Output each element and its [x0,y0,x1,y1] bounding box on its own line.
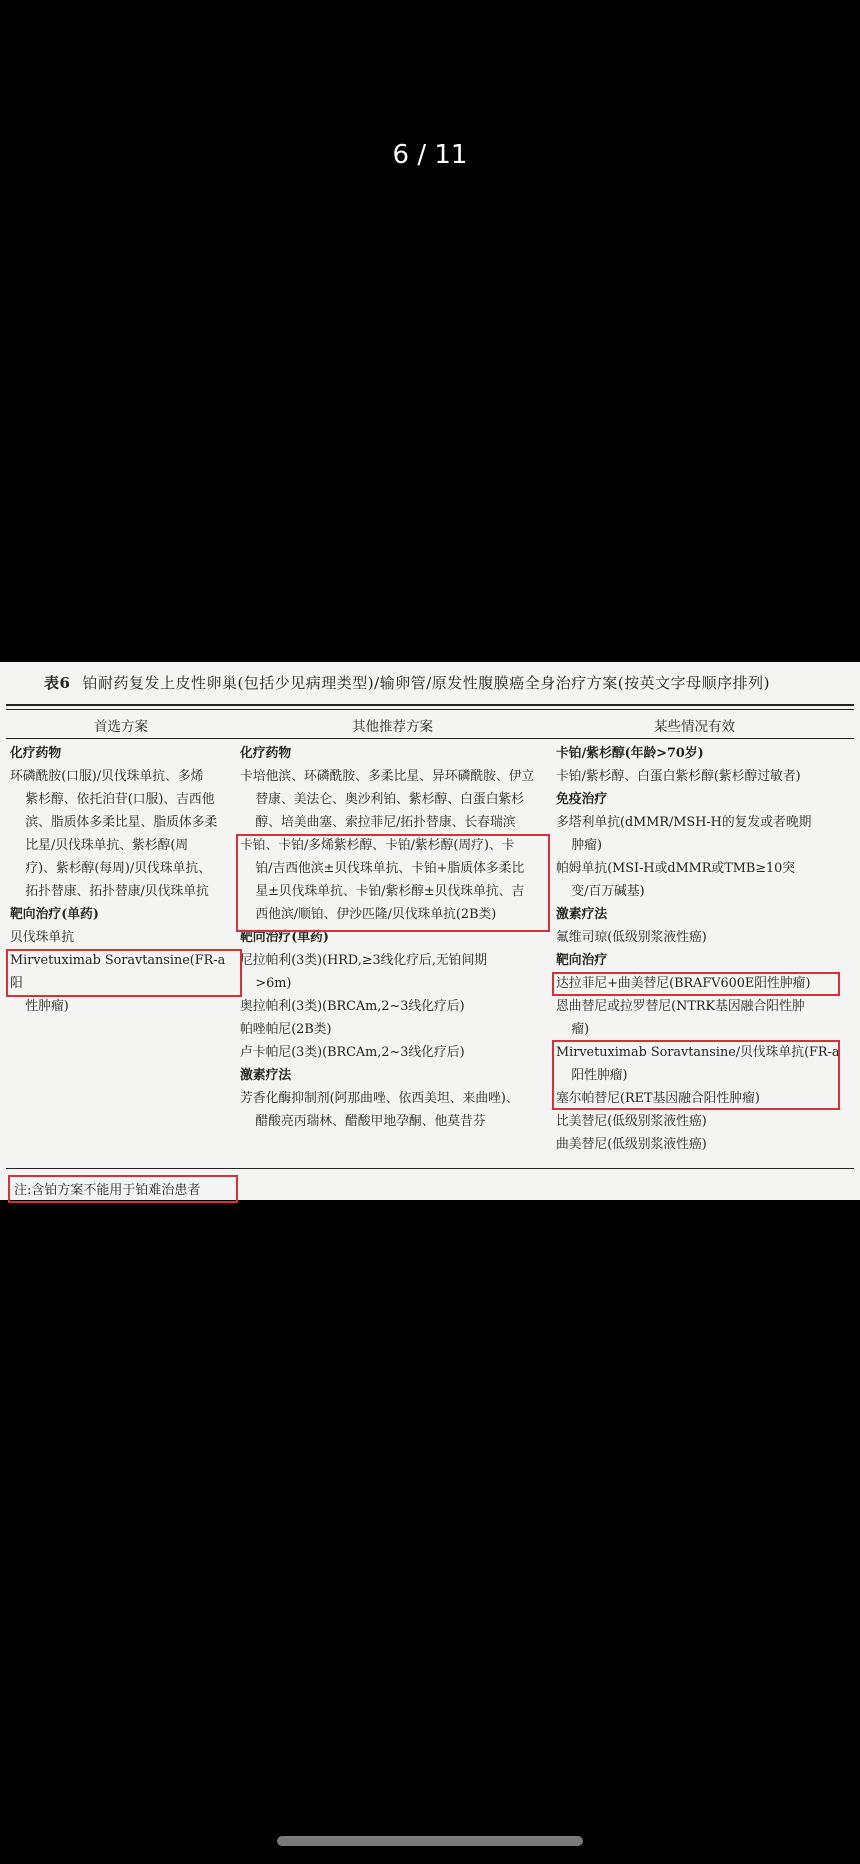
table-line: 恩曲替尼或拉罗替尼(NTRK基因融合阳性肿 [556,999,805,1014]
section-heading: 靶向治疗 [556,953,608,968]
section-heading: 靶向治疗(单药) [240,930,329,945]
table-line: 多塔利单抗(dMMR/MSH-H的复发或者晚期 [556,815,812,830]
table-line: 帕姆单抗(MSI-H或dMMR或TMB≥10突 [556,861,796,876]
highlight-box-dabrafenib [552,972,840,996]
table-line: 芳香化酶抑制剂(阿那曲唑、依西美坦、来曲唑)、 [240,1091,519,1106]
table-line: 卡铂/紫杉醇、白蛋白紫杉醇(紫杉醇过敏者) [556,769,801,784]
table-line: Mirvetuximab Soravtansine(FR-a 阳 [10,953,226,991]
section-heading: 化疗药物 [240,746,292,761]
document-image [0,662,860,1200]
table-line: 醇、培美曲塞、索拉菲尼/拓扑替康、长春瑞滨 [255,815,516,830]
table-line: 变/百万碱基) [571,884,645,899]
table-line: 阳性肿瘤) [571,1068,628,1083]
table-line: 拓扑替康、拓扑替康/贝伐珠单抗 [25,884,209,899]
table-line: 瘤) [571,1022,590,1037]
table-line: 达拉菲尼+曲美替尼(BRAFV600E阳性肿瘤) [556,976,811,991]
section-heading: 化疗药物 [10,746,62,761]
table-line: 曲美替尼(低级别浆液性癌) [556,1137,707,1152]
table-line: 醋酸亮丙瑞林、醋酸甲地孕酮、他莫昔芬 [255,1114,486,1129]
table-line: 滨、脂质体多柔比星、脂质体多柔 [25,815,218,830]
header-useful: 某些情况有效 [654,719,735,735]
table-bottom-rule [6,1168,854,1169]
table-line: 疗)、紫杉醇(每周)/贝伐珠单抗、 [25,861,212,876]
table-line: 卢卡帕尼(3类)(BRCAm,2~3线化疗后) [240,1045,465,1060]
table-line: 奥拉帕利(3类)(BRCAm,2~3线化疗后) [240,999,465,1014]
table-caption [44,672,770,693]
table-line: 紫杉醇、依托泊苷(口服)、吉西他 [25,792,215,807]
table-header-rule [6,738,854,739]
page-counter: 6 / 11 [392,140,468,170]
table-number: 表6 [44,674,71,692]
table-line: 尼拉帕利(3类)(HRD,≥3线化疗后,无铂间期 [240,953,488,968]
section-heading: 卡铂/紫杉醇(年龄>70岁) [556,746,704,761]
header-preferred: 首选方案 [94,719,148,735]
table-top-rule [6,704,854,706]
table-line: Mirvetuximab Soravtansine/贝伐珠单抗(FR-a [556,1045,840,1060]
header-other: 其他推荐方案 [352,719,433,735]
section-heading: 免疫治疗 [556,792,608,807]
section-heading: 靶向治疗(单药) [10,907,99,922]
table-title: 铂耐药复发上皮性卵巢(包括少见病理类型)/输卵管/原发性腹膜癌全身治疗方案(按英文字母顺序排列) [82,674,770,692]
table-line: 氟维司琼(低级别浆液性癌) [556,930,707,945]
table-line: 性肿瘤) [25,999,69,1014]
table-line: 比星/贝伐珠单抗、紫杉醇(周 [25,838,189,853]
highlight-box-carboplatin [236,834,550,932]
table-line: 替康、美法仑、奥沙利铂、紫杉醇、白蛋白紫杉 [255,792,525,807]
table-note: 注:含铂方案不能用于铂难治患者 [14,1183,201,1198]
table-line: 比美替尼(低级别浆液性癌) [556,1114,707,1129]
table-line: 帕唑帕尼(2B类) [240,1022,332,1037]
table-line: 塞尔帕替尼(RET基因融合阳性肿瘤) [556,1091,760,1106]
table-header-row [6,715,854,739]
home-indicator[interactable] [277,1836,583,1846]
table-top-rule-thin [6,709,854,710]
table-line: 卡培他滨、环磷酰胺、多柔比星、异环磷酰胺、伊立 [240,769,535,784]
table-line: 卡铂、卡铂/多烯紫杉醇、卡铂/紫杉醇(周疗)、卡 [240,838,515,853]
table-line: >6m) [255,976,292,991]
section-heading: 激素疗法 [556,907,608,922]
table-line: 西他滨/顺铂、伊沙匹隆/贝伐珠单抗(2B类) [255,907,497,922]
table-line: 贝伐珠单抗 [10,930,74,945]
table-line: 肿瘤) [571,838,602,853]
section-heading: 激素疗法 [240,1068,292,1083]
highlight-box-mirvetuximab-bev [552,1040,840,1110]
highlight-box-mirvetuximab [6,949,242,997]
table-line: 铂/吉西他滨±贝伐珠单抗、卡铂+脂质体多柔比 [255,861,525,876]
column-other [240,742,545,1133]
table-line: 星±贝伐珠单抗、卡铂/紫杉醇±贝伐珠单抗、吉 [255,884,525,899]
table-line: 环磷酰胺(口服)/贝伐珠单抗、多烯 [10,769,204,784]
